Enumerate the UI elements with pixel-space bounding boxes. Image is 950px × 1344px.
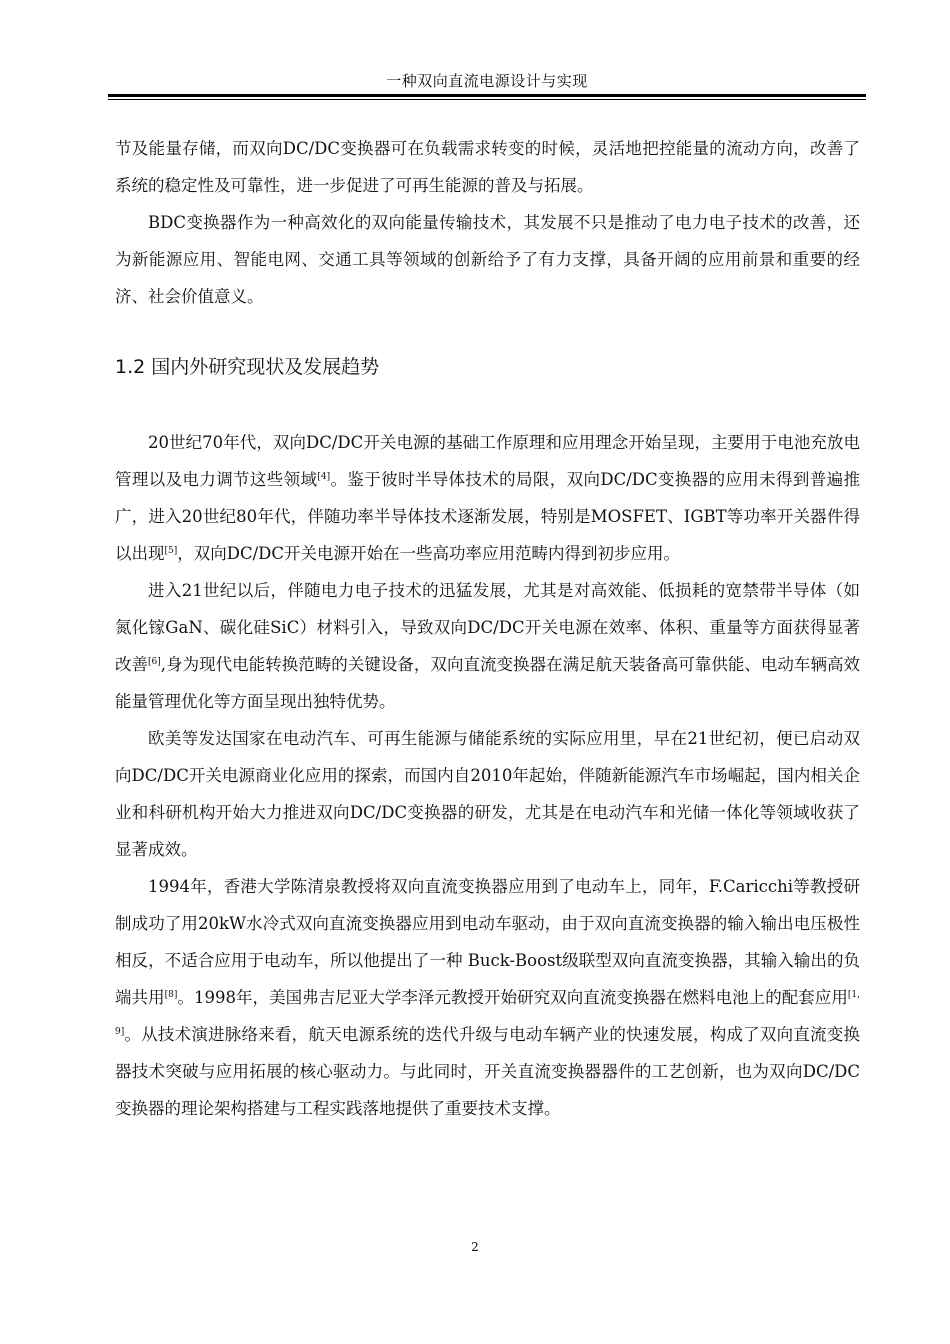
section-body [115,424,860,1127]
paragraph-text: 。从技术演进脉络来看，航天电源系统的迭代升级与电动车辆产业的快速发展，构成了双向直流变换器技术突破与应用拓展的核心驱动力。与此同时，开关直流变换器器件的工艺创新，也为双向DC/DC变换器的理论架构搭建与工程实践落地提供了重要技术支撑。 [115,1025,860,1118]
paragraph-text: 进入21世纪以后，伴随电力电子技术的迅猛发展，尤其是对高效能、低损耗的宽禁带半导体（如氮化镓GaN、碳化硅SiC）材料引入，导致双向DC/DC开关电源在效率、体积、重量等方面获得显著改善 [115,581,860,674]
paragraph-text: 20世纪70年代，双向DC/DC开关电源的基础工作原理和应用理念开始呈现，主要用于电池充放电管理以及电力调节这些领域 [115,433,860,489]
paragraph: 节及能量存储，而双向DC/DC变换器可在负载需求转变的时候，灵活地把控能量的流动方向，改善了系统的稳定性及可靠性，进一步促进了可再生能源的普及与拓展。 [115,139,860,195]
paragraph-text: 。1998年，美国弗吉尼亚大学李泽元教授开始研究双向直流变换器在燃料电池上的配套应用 [177,988,848,1007]
section-heading: 1.2 国内外研究现状及发展趋势 [115,356,380,378]
paragraph-text: ,身为现代电能转换范畴的关键设备，双向直流变换器在满足航天装备高可靠供能、电动车辆高效能量管理优化等方面呈现出独特优势。 [115,655,860,711]
intro-continuation [115,130,860,315]
paragraph [115,868,860,1127]
page-number: 2 [471,1240,479,1254]
header-rule-thick [108,94,866,97]
paragraph [115,572,860,720]
paragraph: 欧美等发达国家在电动汽车、可再生能源与储能系统的实际应用里，早在21世纪初，便已启动双向DC/DC开关电源商业化应用的探索，而国内自2010年起始，伴随新能源汽车市场崛起，国内相关企业和科研机构开始大力推进双向DC/DC变换器的研发，尤其是在电动汽车和光储一体化等领域收获了显著成效。 [115,729,860,859]
citation: [8] [164,990,178,1000]
citation: [6] [148,657,161,667]
running-header: 一种双向直流电源设计与实现 [386,72,588,90]
paragraph-text: 。鉴于彼时半导体技术的局限，双向DC/DC变换器的应用未得到普遍推广，进入20世纪80年代，伴随功率半导体技术逐渐发展，特别是MOSFET、IGBT等功率开关器件得以出现 [115,470,860,563]
paragraph-text: ，双向DC/DC开关电源开始在一些高功率应用范畴内得到初步应用。 [177,544,681,563]
citation: [5] [164,546,178,556]
citation: [1, 9] [115,990,861,1037]
header-rule-thin [108,99,866,100]
paragraph: BDC变换器作为一种高效化的双向能量传输技术，其发展不只是推动了电力电子技术的改善，还为新能源应用、智能电网、交通工具等领域的创新给予了有力支撑，具备开阔的应用前景和重要的经济、社会价值意义。 [115,213,860,306]
paragraph [115,424,860,572]
paragraph-text: 1994年，香港大学陈清泉教授将双向直流变换器应用到了电动车上，同年，F.Caricchi等教授研制成功了用20kW水冷式双向直流变换器应用到电动车驱动，由于双向直流变换器的输入输出电压极性相反，不适合应用于电动车，所以他提出了一种 Buck-Boost级联型双向直流变换器，其输入输出的负端共用 [115,877,860,1007]
citation: [4] [317,472,331,482]
